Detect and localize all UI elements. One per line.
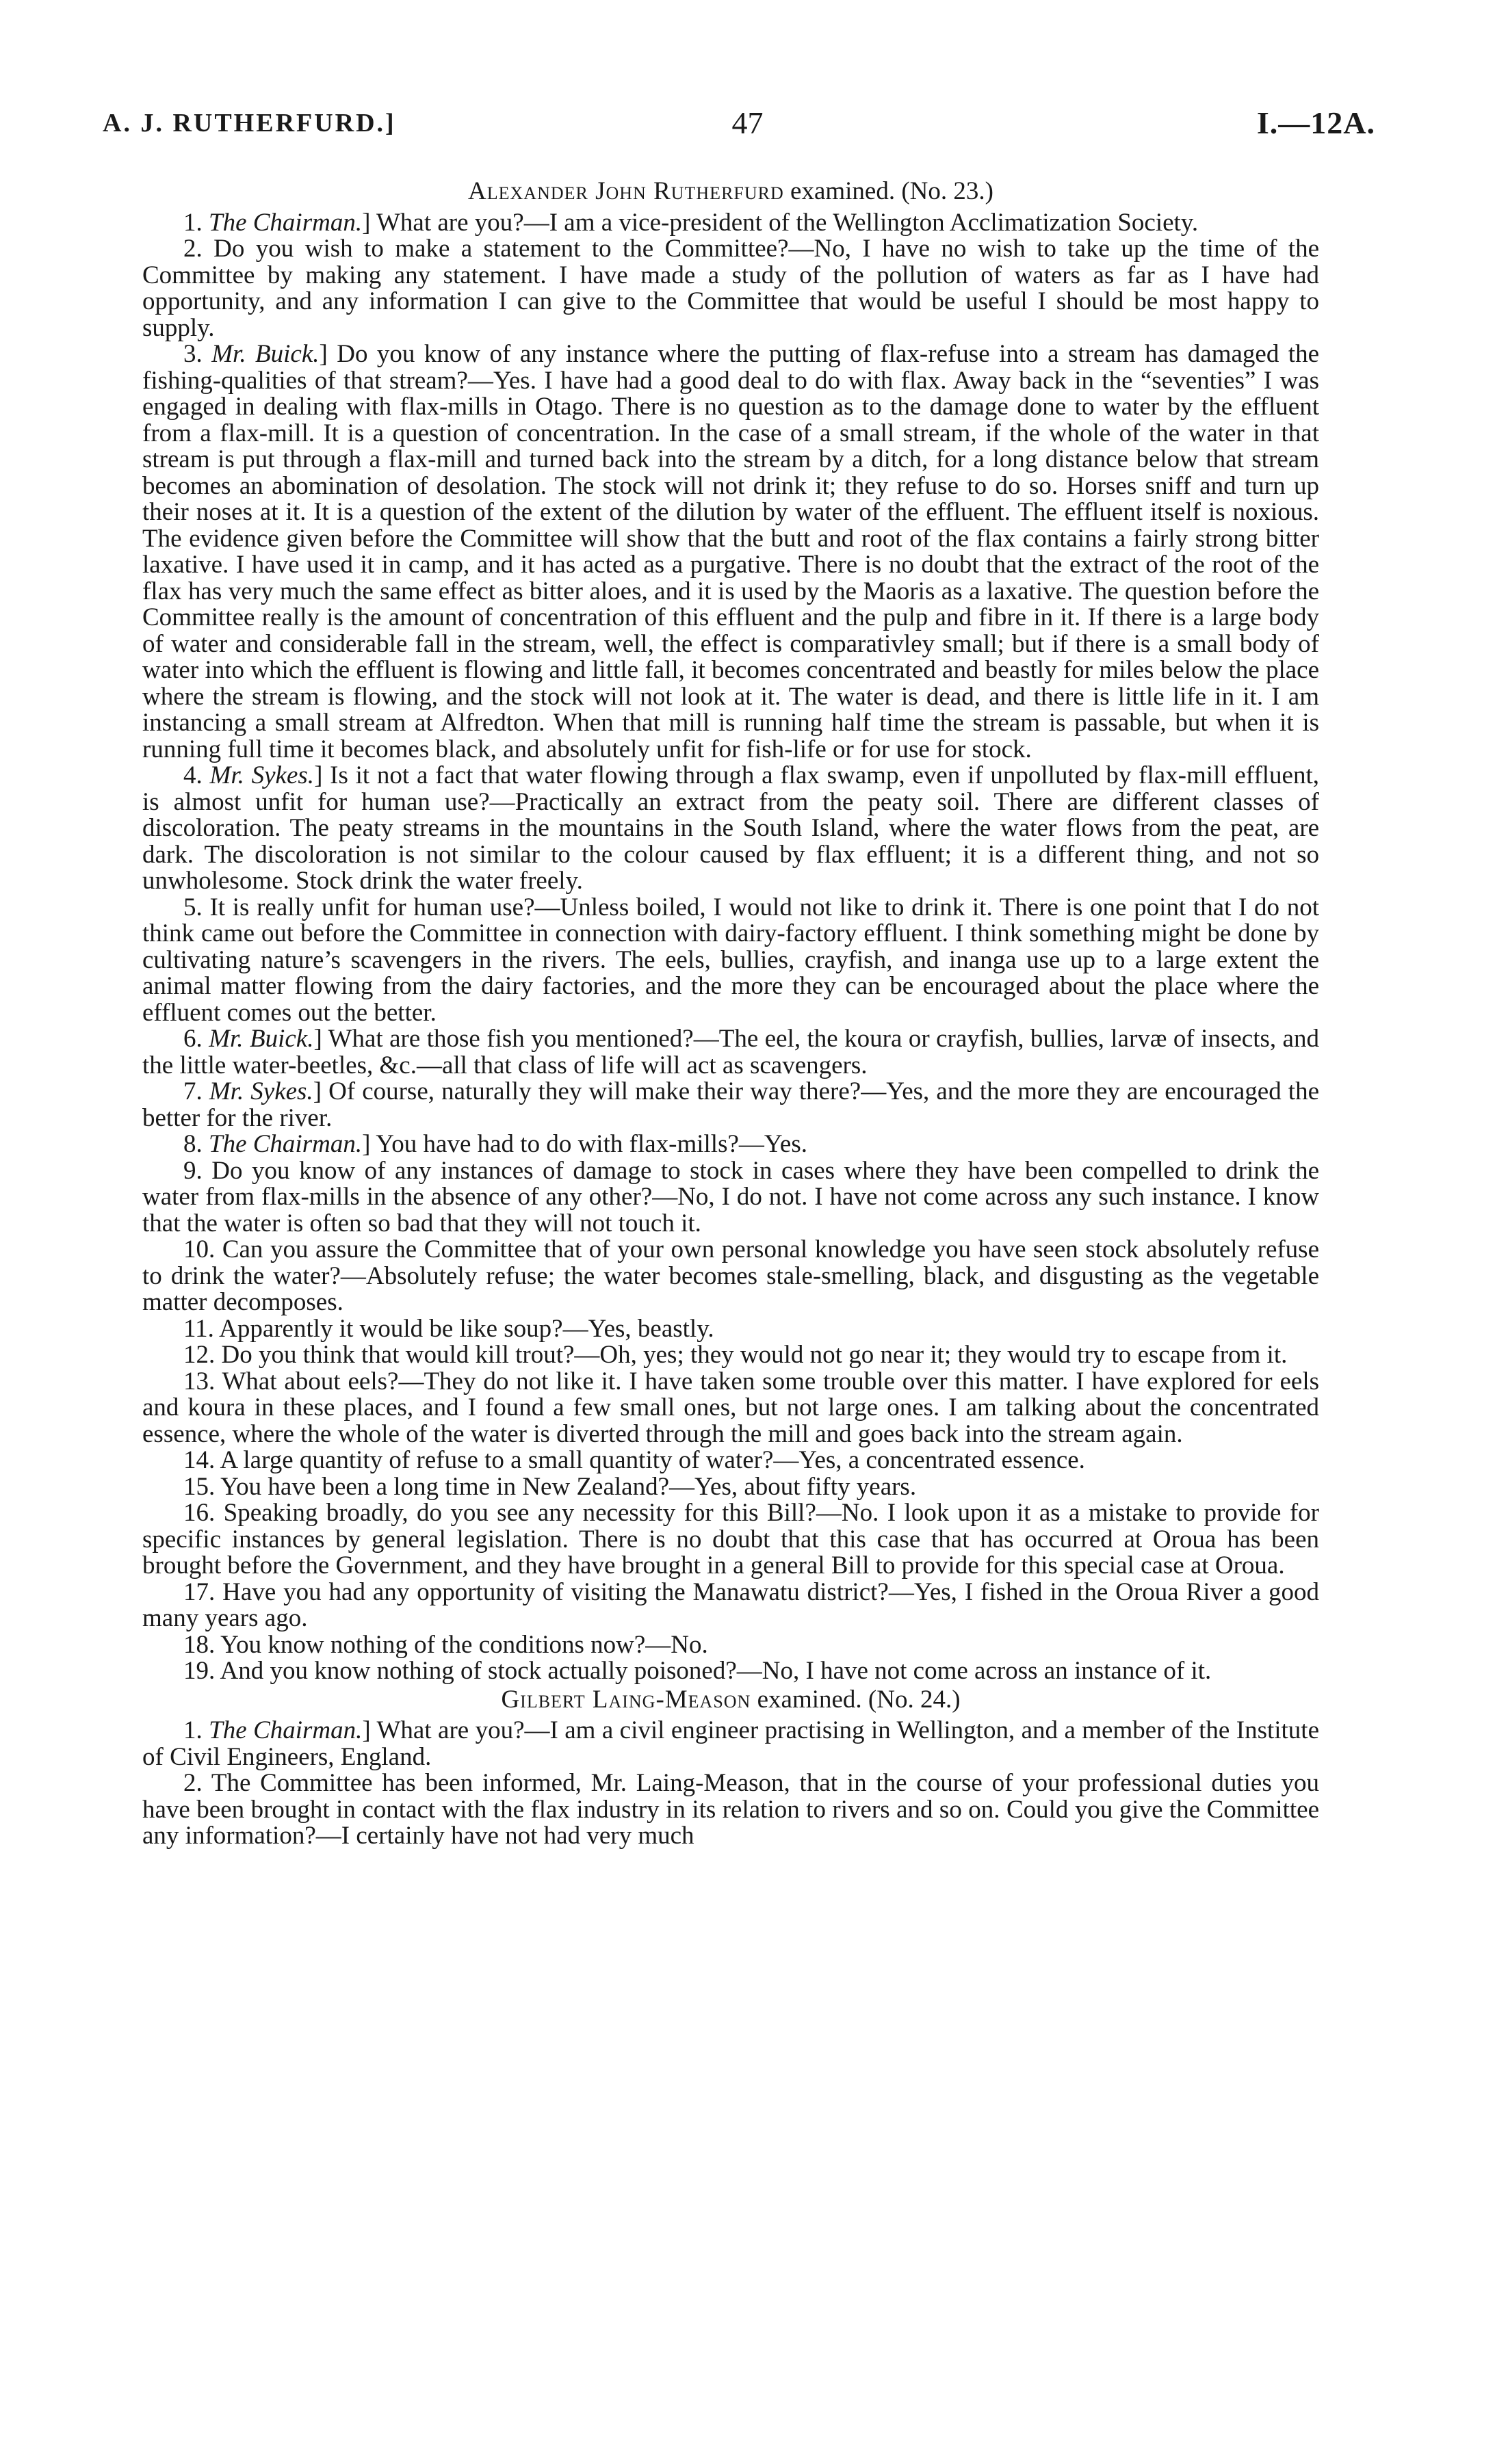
question-number: 1. (183, 1716, 209, 1744)
question-number: 13. (183, 1367, 222, 1395)
question-paragraph (142, 1026, 1319, 1079)
question-number: 16. (183, 1499, 224, 1527)
question-text: Do you wish to make a statement to the Committee?—No, I have no wish to take up the time of the Committee by making any statement. I have made a study of the pollution of waters as far as I have had opportunity, and any information I can give to the Committee that would be useful I should be most happy to supply. (142, 235, 1320, 342)
question-number: 6. (183, 1025, 209, 1053)
question-paragraph (142, 895, 1319, 1027)
question-paragraph (142, 1447, 1319, 1474)
question-text: Speaking broadly, do you see any necessity for this Bill?—No. I look upon it as a mistake to provide for specific instances by general legislation. There is no doubt that this case that has occurred at Oroua has been brought before the Government, and they have brought in a general Bill to provide for this special case at Oroua. (142, 1499, 1319, 1580)
question-number: 15. (183, 1472, 221, 1501)
question-number: 3. (183, 340, 212, 368)
question-number: 8. (183, 1130, 209, 1158)
speaker-name: Mr. Sykes. (209, 1077, 313, 1105)
question-text: ] What are you?—I am a vice-president of the Wellington Acclimatization Society. (362, 208, 1199, 237)
question-text: What about eels?—They do not like it. I have taken some trouble over this matter. I have explored for eels and koura in these places, and I found a few small ones, but not large ones. I am talking about the concentrated essence, where the whole of the water is diverted through the mill and goes back into the stream again. (142, 1367, 1319, 1448)
question-paragraph (142, 1079, 1319, 1131)
witness-name: Alexander John Rutherfurd (468, 177, 784, 205)
question-number: 17. (183, 1577, 223, 1606)
question-paragraph (142, 1237, 1319, 1316)
question-text: Have you had any opportunity of visiting the Manawatu district?—Yes, I fished in the Oroua River a good many years ago. (142, 1577, 1320, 1632)
question-number: 19. (183, 1657, 220, 1685)
question-text: And you know nothing of stock actually poisoned?—No, I have not come across an instance of it. (220, 1657, 1212, 1685)
page-number: 47 (731, 105, 764, 140)
question-paragraph (142, 1131, 1319, 1158)
question-text: Do you think that would kill trout?—Oh, yes; they would not go near it; they would try to escape from it. (221, 1341, 1288, 1369)
question-number: 5. (183, 893, 210, 921)
question-paragraph (142, 1500, 1319, 1580)
question-number: 9. (183, 1156, 212, 1185)
question-paragraph (142, 1316, 1319, 1343)
question-text: ] Of course, naturally they will make their way there?—Yes, and the more they are encouraged the better for the river. (142, 1077, 1319, 1132)
question-text: You have been a long time in New Zealand?—Yes, about fifty years. (220, 1472, 917, 1501)
question-paragraph (142, 1718, 1319, 1770)
witness-name: Gilbert Laing-Meason (501, 1685, 751, 1714)
question-text: Apparently it would be like soup?—Yes, beastly. (219, 1314, 714, 1343)
question-text: The Committee has been informed, Mr. Laing-Meason, that in the course of your professional duties you have been brought in contact with the flax industry in its relation to rivers and so on. Could you give the Committee any information?—I certainly have not had very much (142, 1769, 1319, 1850)
question-paragraph (142, 1342, 1319, 1369)
question-number: 2. (183, 1769, 211, 1797)
speaker-name: Mr. Buick. (209, 1025, 314, 1053)
question-text: ] You have had to do with flax-mills?—Yes. (362, 1130, 807, 1158)
question-text: ] Do you know of any instance where the putting of flax-refuse into a stream has damaged the fishing-qualities of that stream?—Yes. I have had a good deal to do with flax. Away back in the “seventies” I was engaged in dealing with flax-mills in Otago. There is no question as to the damage done to water by the effluent from a flax-mill. It is a question of concentration. In the case of a small stream, if the whole of the water in that stream is put through a flax-mill and turned back into the stream by a ditch, for a long distance below that stream becomes an abomination of desolation. The stock will not drink it; they refuse to do so. Horses sniff and turn up their noses at it. It is a question of the extent of the dilution by water of the effluent. The effluent itself is noxious. The evidence given before the Committee will show that the butt and root of the flax contains a fairly strong bitter laxative. I have used it in camp, and it has acted as a purgative. There is no doubt that the extract of the root of the flax has very much the same effect as bitter aloes, and it is used by the Maoris as a laxative. The question before the Committee really is the amount of concentration of this effluent and the pulp and fibre in it. If there is a large body of water and considerable fall in the stream, well, the effect is comparativley small; but if there is a small body of water into which the effluent is flowing and little fall, it becomes concentrated and beastly for miles below the place where the stream is flowing, and the stock will not look at it. The water is dead, and there is little life in it. I am instancing a small stream at Alfredton. When that mill is running half time the stream is passable, but when it is running full time it becomes black, and absolutely unfit for fish-life or for use for stock. (142, 340, 1319, 763)
question-text: ] Is it not a fact that water flowing through a flax swamp, even if unpolluted by flax-mill effluent, is almost unfit for human use?—Practically an extract from the peaty soil. There are different classes of discoloration. The peaty streams in the mountains in the South Island, where the water flows from the peat, are dark. The discoloration is not similar to the colour caused by flax effluent; it is a different thing, and not so unwholesome. Stock drink the water freely. (142, 761, 1320, 895)
question-paragraph (142, 1632, 1319, 1659)
question-paragraph (142, 1369, 1319, 1448)
question-paragraph (142, 1577, 1320, 1632)
speaker-name: The Chairman. (209, 1716, 363, 1744)
question-text: ] What are those fish you mentioned?—The eel, the koura or crayfish, bullies, larvæ of insects, and the little water-beetles, &c.—all that class of life will act as scavengers. (142, 1025, 1319, 1079)
running-head-witness: A. J. RUTHERFURD.] (103, 109, 396, 137)
question-number: 10. (183, 1235, 222, 1263)
question-paragraph (142, 1770, 1319, 1850)
question-number: 11. (183, 1314, 220, 1343)
speaker-name: The Chairman. (209, 1130, 363, 1158)
question-text: You know nothing of the conditions now?—No. (220, 1630, 708, 1659)
speaker-name: Mr. Sykes. (209, 761, 315, 789)
question-number: 12. (183, 1341, 222, 1369)
question-number: 7. (183, 1077, 209, 1105)
question-number: 1. (183, 208, 209, 237)
question-number: 14. (183, 1446, 220, 1474)
question-text: A large quantity of refuse to a small quantity of water?—Yes, a concentrated essence. (220, 1446, 1085, 1474)
testimony-section-24 (142, 1718, 1319, 1850)
question-paragraph (142, 341, 1319, 763)
question-text: Do you know of any instances of damage to stock in cases where they have been compelled to drink the water from flax-mills in the absence of any other?—No, I do not. I have not come across any such instance. I know that the water is often so bad that they will not touch it. (142, 1156, 1320, 1237)
question-paragraph (142, 210, 1319, 237)
question-paragraph (142, 1158, 1319, 1237)
question-text: It is really unfit for human use?—Unless boiled, I would not like to drink it. There is one point that I do not think came out before the Committee in connection with dairy-factory effluent. I think something might be done by cultivating nature’s scavengers in the rivers. The eels, bullies, crayfish, and inanga use up to a large extent the animal matter flowing from the dairy factories, and the more they can be encouraged about the place where the effluent comes out the better. (142, 893, 1320, 1027)
body-text (142, 176, 1319, 1850)
section-title-24 (142, 1687, 1319, 1714)
question-number: 18. (183, 1630, 221, 1659)
speaker-name: Mr. Buick. (211, 340, 320, 368)
paper-reference: I.—12A. (1256, 105, 1375, 140)
speaker-name: The Chairman. (209, 208, 363, 237)
question-text: ] What are you?—I am a civil engineer practising in Wellington, and a member of the Institute of Civil Engineers, England. (142, 1716, 1320, 1771)
question-text: Can you assure the Committee that of your own personal knowledge you have seen stock absolutely refuse to drink the water?—Absolutely refuse; the water becomes stale-smelling, black, and disgusting as the vegetable matter decomposes. (142, 1235, 1320, 1316)
question-paragraph (142, 1474, 1319, 1501)
question-paragraph (142, 236, 1319, 341)
question-paragraph (142, 1658, 1319, 1685)
section-title-suffix: examined. (No. 23.) (783, 177, 993, 205)
section-title-23 (142, 179, 1319, 205)
section-title-suffix: examined. (No. 24.) (751, 1685, 961, 1714)
question-number: 4. (183, 761, 210, 789)
testimony-section-23 (142, 210, 1319, 1685)
question-number: 2. (183, 235, 214, 263)
question-paragraph (142, 763, 1319, 895)
